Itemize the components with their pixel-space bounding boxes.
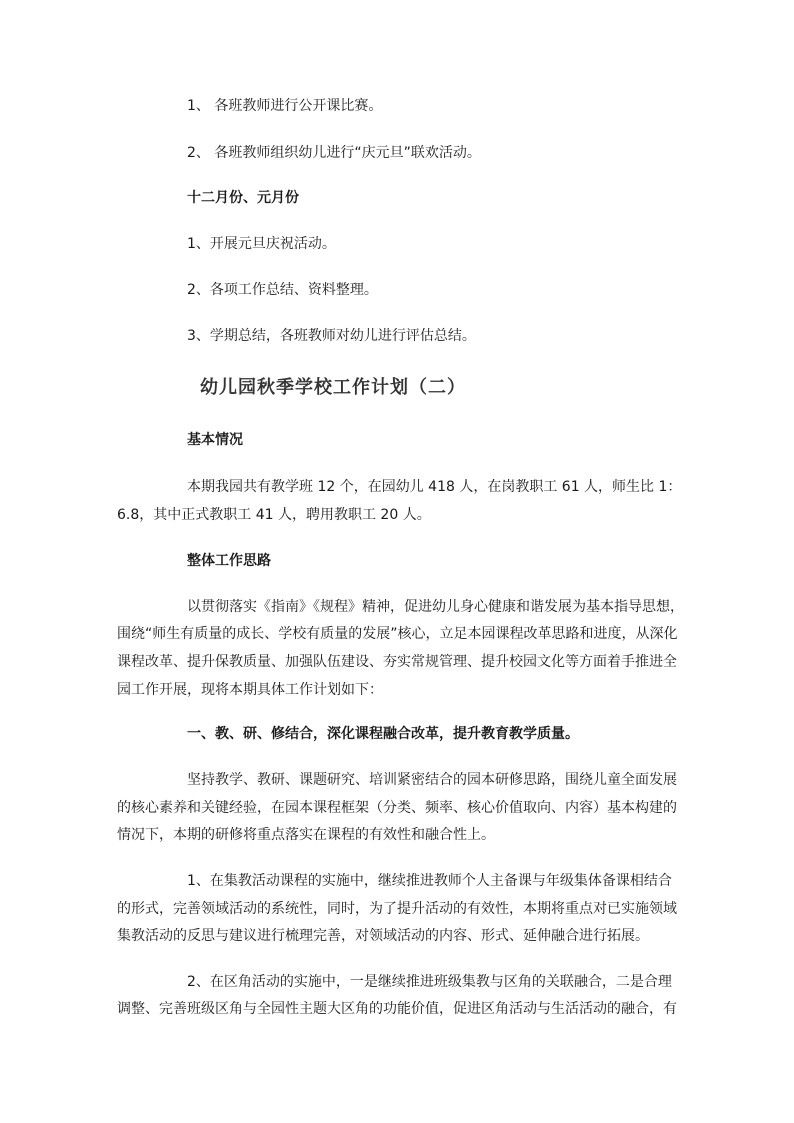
paragraph-line: 集教活动的反思与建议进行梳理完善，对领域活动的内容、形式、延伸融合进行拓展。 [117,928,649,944]
paragraph-line: 本期我园共有教学班 12 个，在园幼儿 418 人，在岗教职工 61 人，师生比 1： [187,479,682,495]
section-heading-1: 一、教、研、修结合，深化课程融合改革，提升教育教学质量。 [187,726,579,742]
paragraph-line: 1、在集教活动课程的实施中，继续推进教师个人主备课与年级集体备课相结合 [187,873,672,889]
paragraph-line: 课程改革、提升保教质量、加强队伍建设、夯实常规管理、提升校园文化等方面着手推进全 [117,654,677,670]
list-item: 3、学期总结，各班教师对幼儿进行评估总结。 [187,328,476,344]
section-heading-dec-jan: 十二月份、元月份 [187,190,299,206]
list-item: 1、 各班教师进行公开课比赛。 [187,98,383,114]
paragraph-line: 的核心素养和关键经验，在园本课程框架（分类、频率、核心价值取向、内容）基本构建的 [117,800,677,816]
paragraph-line: 的形式，完善领域活动的系统性，同时，为了提升活动的有效性，本期将重点对已实施领域 [117,901,677,917]
list-item: 2、 各班教师组织幼儿进行“庆元旦”联欢活动。 [187,145,481,161]
document-title: 幼儿园秋季学校工作计划（二） [200,377,466,398]
paragraph-line: 以贯彻落实《指南》《规程》精神，促进幼儿身心健康和谐发展为基本指导思想， [187,599,684,615]
paragraph-line: 2、在区角活动的实施中，一是继续推进班级集教与区角的关联融合，二是合理 [187,974,672,990]
paragraph-line: 坚持教学、教研、课题研究、培训紧密结合的园本研修思路，围绕儿童全面发展 [187,772,677,788]
paragraph-line: 情况下，本期的研修将重点落实在课程的有效性和融合性上。 [117,827,495,843]
paragraph-line: 围绕“师生有质量的成长、学校有质量的发展”核心，立足本园课程改革思路和进度，从深化 [117,626,678,642]
section-heading-basic: 基本情况 [187,432,243,448]
paragraph-line: 6.8，其中正式教职工 41 人，聘用教职工 20 人。 [117,507,431,523]
section-heading-overall: 整体工作思路 [187,553,271,569]
paragraph-line: 调整、完善班级区角与全园性主题大区角的功能价值，促进区角活动与生活活动的融合，有 [117,1001,677,1017]
list-item: 1、开展元旦庆祝活动。 [187,236,336,252]
paragraph-line: 园工作开展，现将本期具体工作计划如下： [117,682,383,698]
list-item: 2、各项工作总结、资料整理。 [187,282,378,298]
